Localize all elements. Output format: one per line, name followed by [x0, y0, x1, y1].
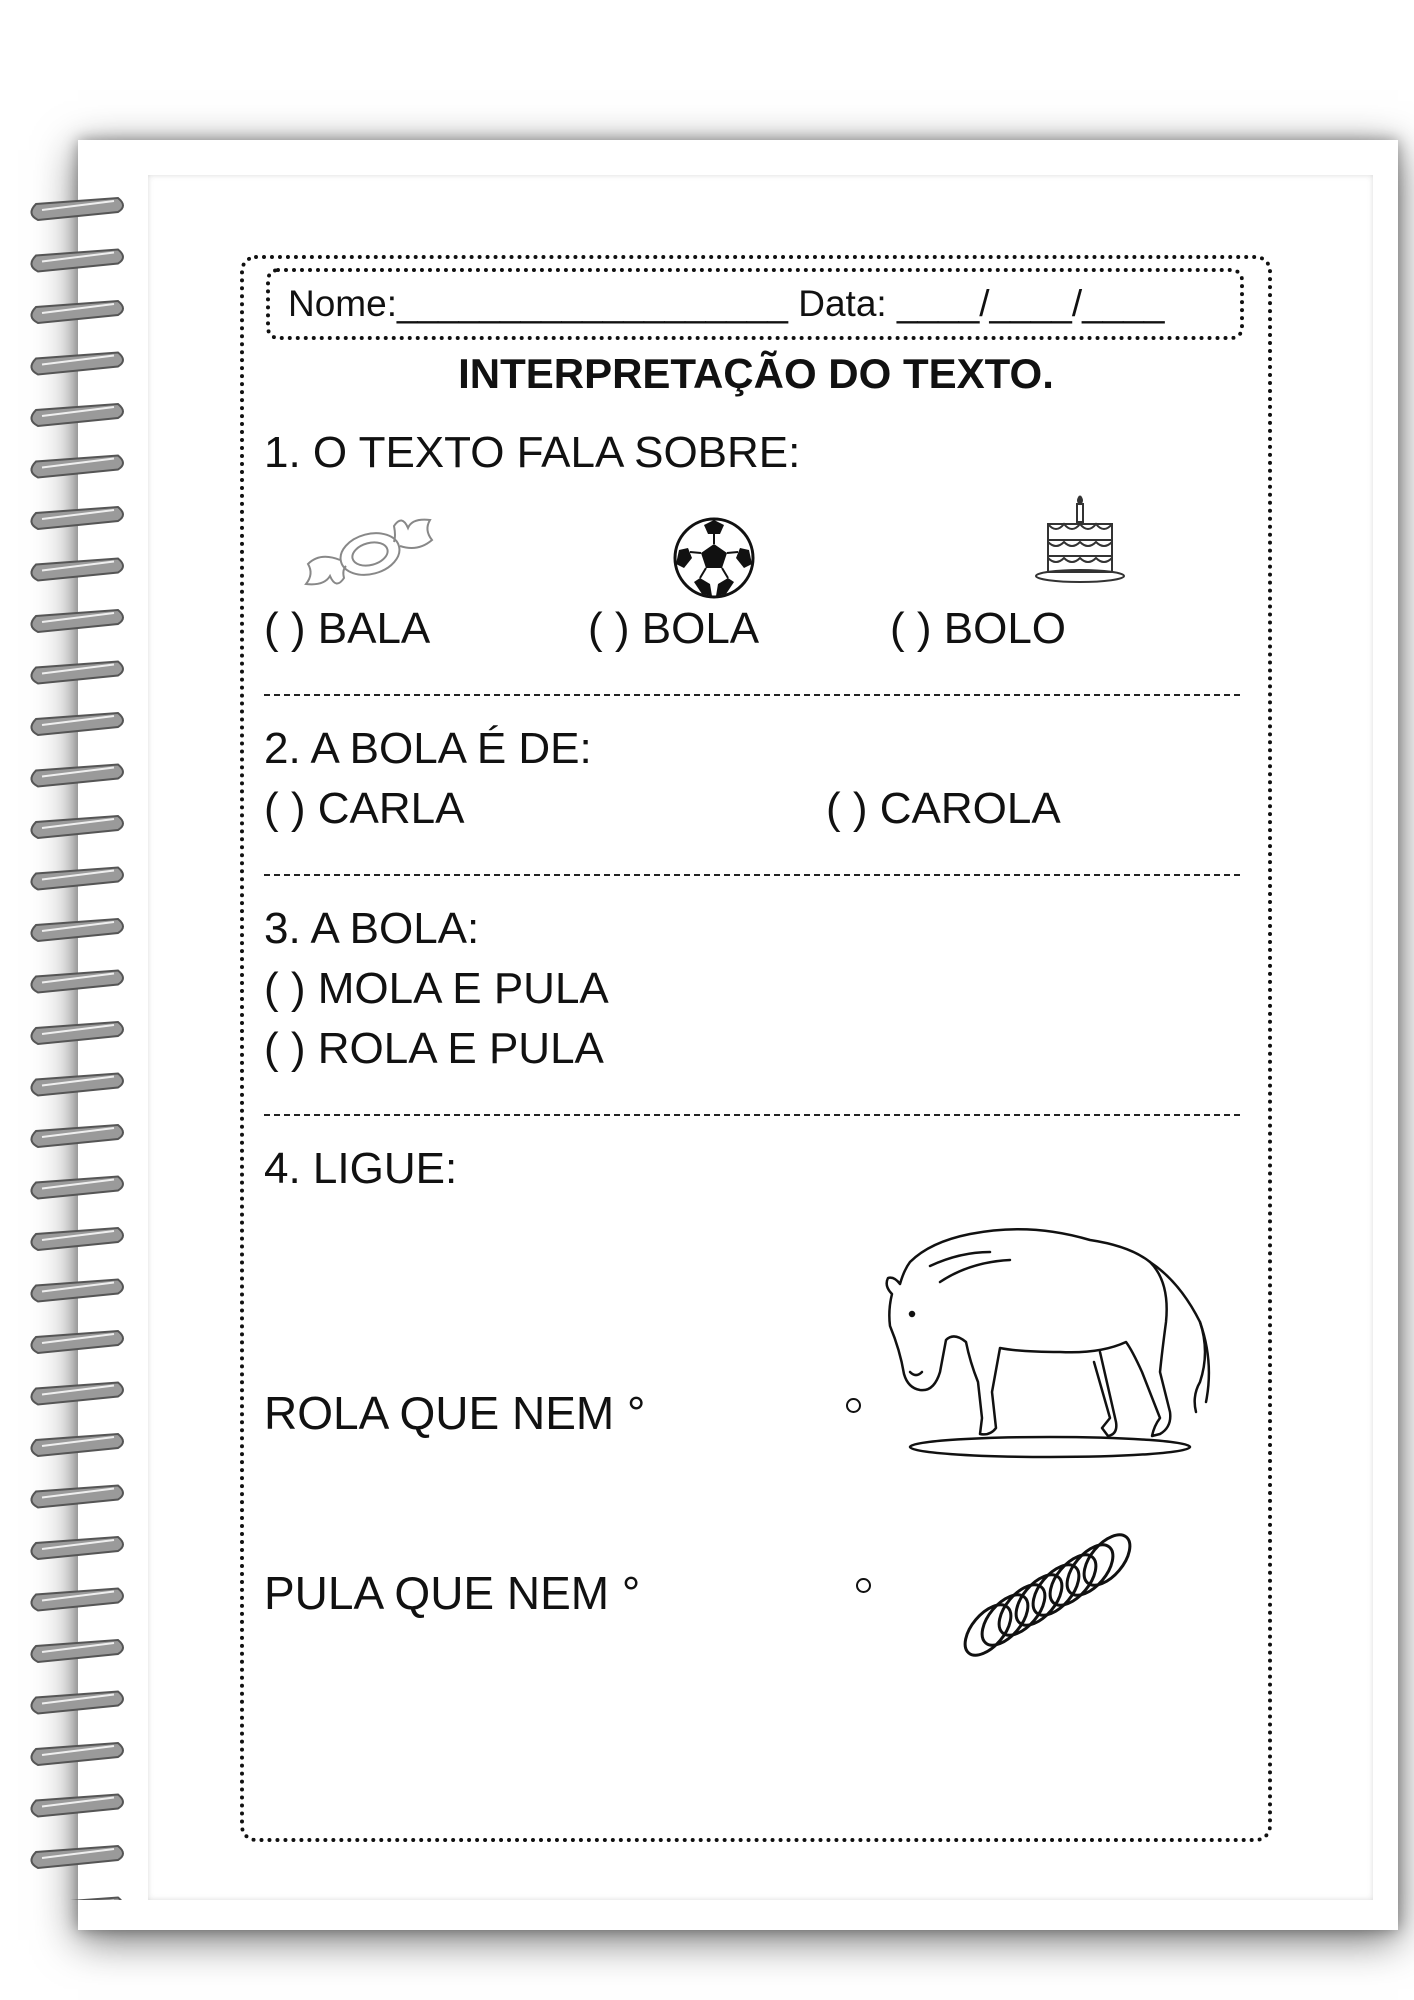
spiral-ring — [31, 1589, 123, 1611]
question-4: 4. LIGUE: — [264, 1144, 458, 1193]
spiral-ring — [31, 816, 123, 838]
spiral-ring — [31, 919, 123, 941]
spiral-ring — [31, 1280, 123, 1302]
spiral-ring — [31, 456, 123, 478]
spiral-ring — [31, 1898, 123, 1901]
spiral-ring — [31, 559, 123, 581]
spiral-ring — [31, 1228, 123, 1250]
spring-icon — [948, 1520, 1144, 1670]
divider — [264, 694, 1240, 696]
spring-coil — [1058, 1537, 1121, 1604]
spiral-ring — [31, 404, 123, 426]
spring-coil — [1075, 1527, 1138, 1594]
spiral-ring — [31, 301, 123, 323]
spiral-ring — [31, 1125, 123, 1147]
spiral-ring — [31, 1177, 123, 1199]
spiral-ring — [31, 713, 123, 735]
spiral-ring — [31, 1074, 123, 1096]
spiral-ring — [31, 1486, 123, 1508]
name-label: Nome: — [288, 283, 397, 324]
spiral-ring — [31, 1692, 123, 1714]
spiral-ring — [31, 868, 123, 890]
spiral-ring — [31, 353, 123, 375]
q1-option-bola[interactable]: ( ) BOLA — [588, 604, 760, 653]
q1-option-bolo[interactable]: ( ) BOLO — [890, 604, 1067, 653]
spring-coil — [1007, 1567, 1070, 1634]
question-3: 3. A BOLA: — [264, 904, 480, 953]
q3-option-mola[interactable]: ( ) MOLA E PULA — [264, 964, 609, 1013]
spiral-ring — [31, 1640, 123, 1662]
connect-dot-spring[interactable] — [856, 1578, 871, 1593]
match-row-rola: ROLA QUE NEM ° — [264, 1387, 646, 1439]
spiral-ring — [31, 1846, 123, 1868]
spring-coil — [990, 1577, 1053, 1644]
spring-coil — [956, 1597, 1019, 1664]
spiral-ring — [31, 1795, 123, 1817]
page-title: INTERPRETAÇÃO DO TEXTO. — [458, 350, 1054, 397]
spiral-ring — [31, 765, 123, 787]
spiral-ring — [31, 250, 123, 272]
date-label: Data: — [798, 283, 887, 324]
spiral-ring — [31, 971, 123, 993]
candy-icon — [300, 512, 440, 596]
spiral-ring — [31, 1537, 123, 1559]
name-blank[interactable]: ___________________ — [396, 283, 788, 324]
spiral-ring — [31, 198, 123, 220]
date-blank[interactable]: ____/____/____ — [896, 283, 1165, 324]
question-2: 2. A BOLA É DE: — [264, 724, 592, 773]
cake-icon — [1030, 494, 1130, 590]
horse-icon — [870, 1222, 1230, 1462]
spiral-ring — [31, 1434, 123, 1456]
name-date-box — [266, 268, 1244, 340]
spring-coil — [1041, 1547, 1104, 1614]
spring-coil — [973, 1587, 1036, 1654]
spiral-ring — [31, 1022, 123, 1044]
spiral-ring — [31, 662, 123, 684]
question-1: 1. O TEXTO FALA SOBRE: — [264, 428, 801, 477]
q2-option-carla[interactable]: ( ) CARLA — [264, 784, 465, 833]
divider — [264, 1114, 1240, 1116]
spiral-ring — [31, 610, 123, 632]
spring-coil — [1024, 1557, 1087, 1624]
spiral-binding — [18, 180, 138, 1900]
spiral-ring — [31, 1331, 123, 1353]
spiral-ring — [31, 1383, 123, 1405]
q1-option-bala[interactable]: ( ) BALA — [264, 604, 431, 653]
connect-dot-horse[interactable] — [846, 1398, 861, 1413]
q2-option-carola[interactable]: ( ) CAROLA — [826, 784, 1061, 833]
spiral-ring — [31, 1743, 123, 1765]
spiral-ring — [31, 507, 123, 529]
soccer-ball-icon — [672, 516, 756, 600]
q3-option-rola[interactable]: ( ) ROLA E PULA — [264, 1024, 604, 1073]
divider — [264, 874, 1240, 876]
match-row-pula: PULA QUE NEM ° — [264, 1567, 641, 1619]
